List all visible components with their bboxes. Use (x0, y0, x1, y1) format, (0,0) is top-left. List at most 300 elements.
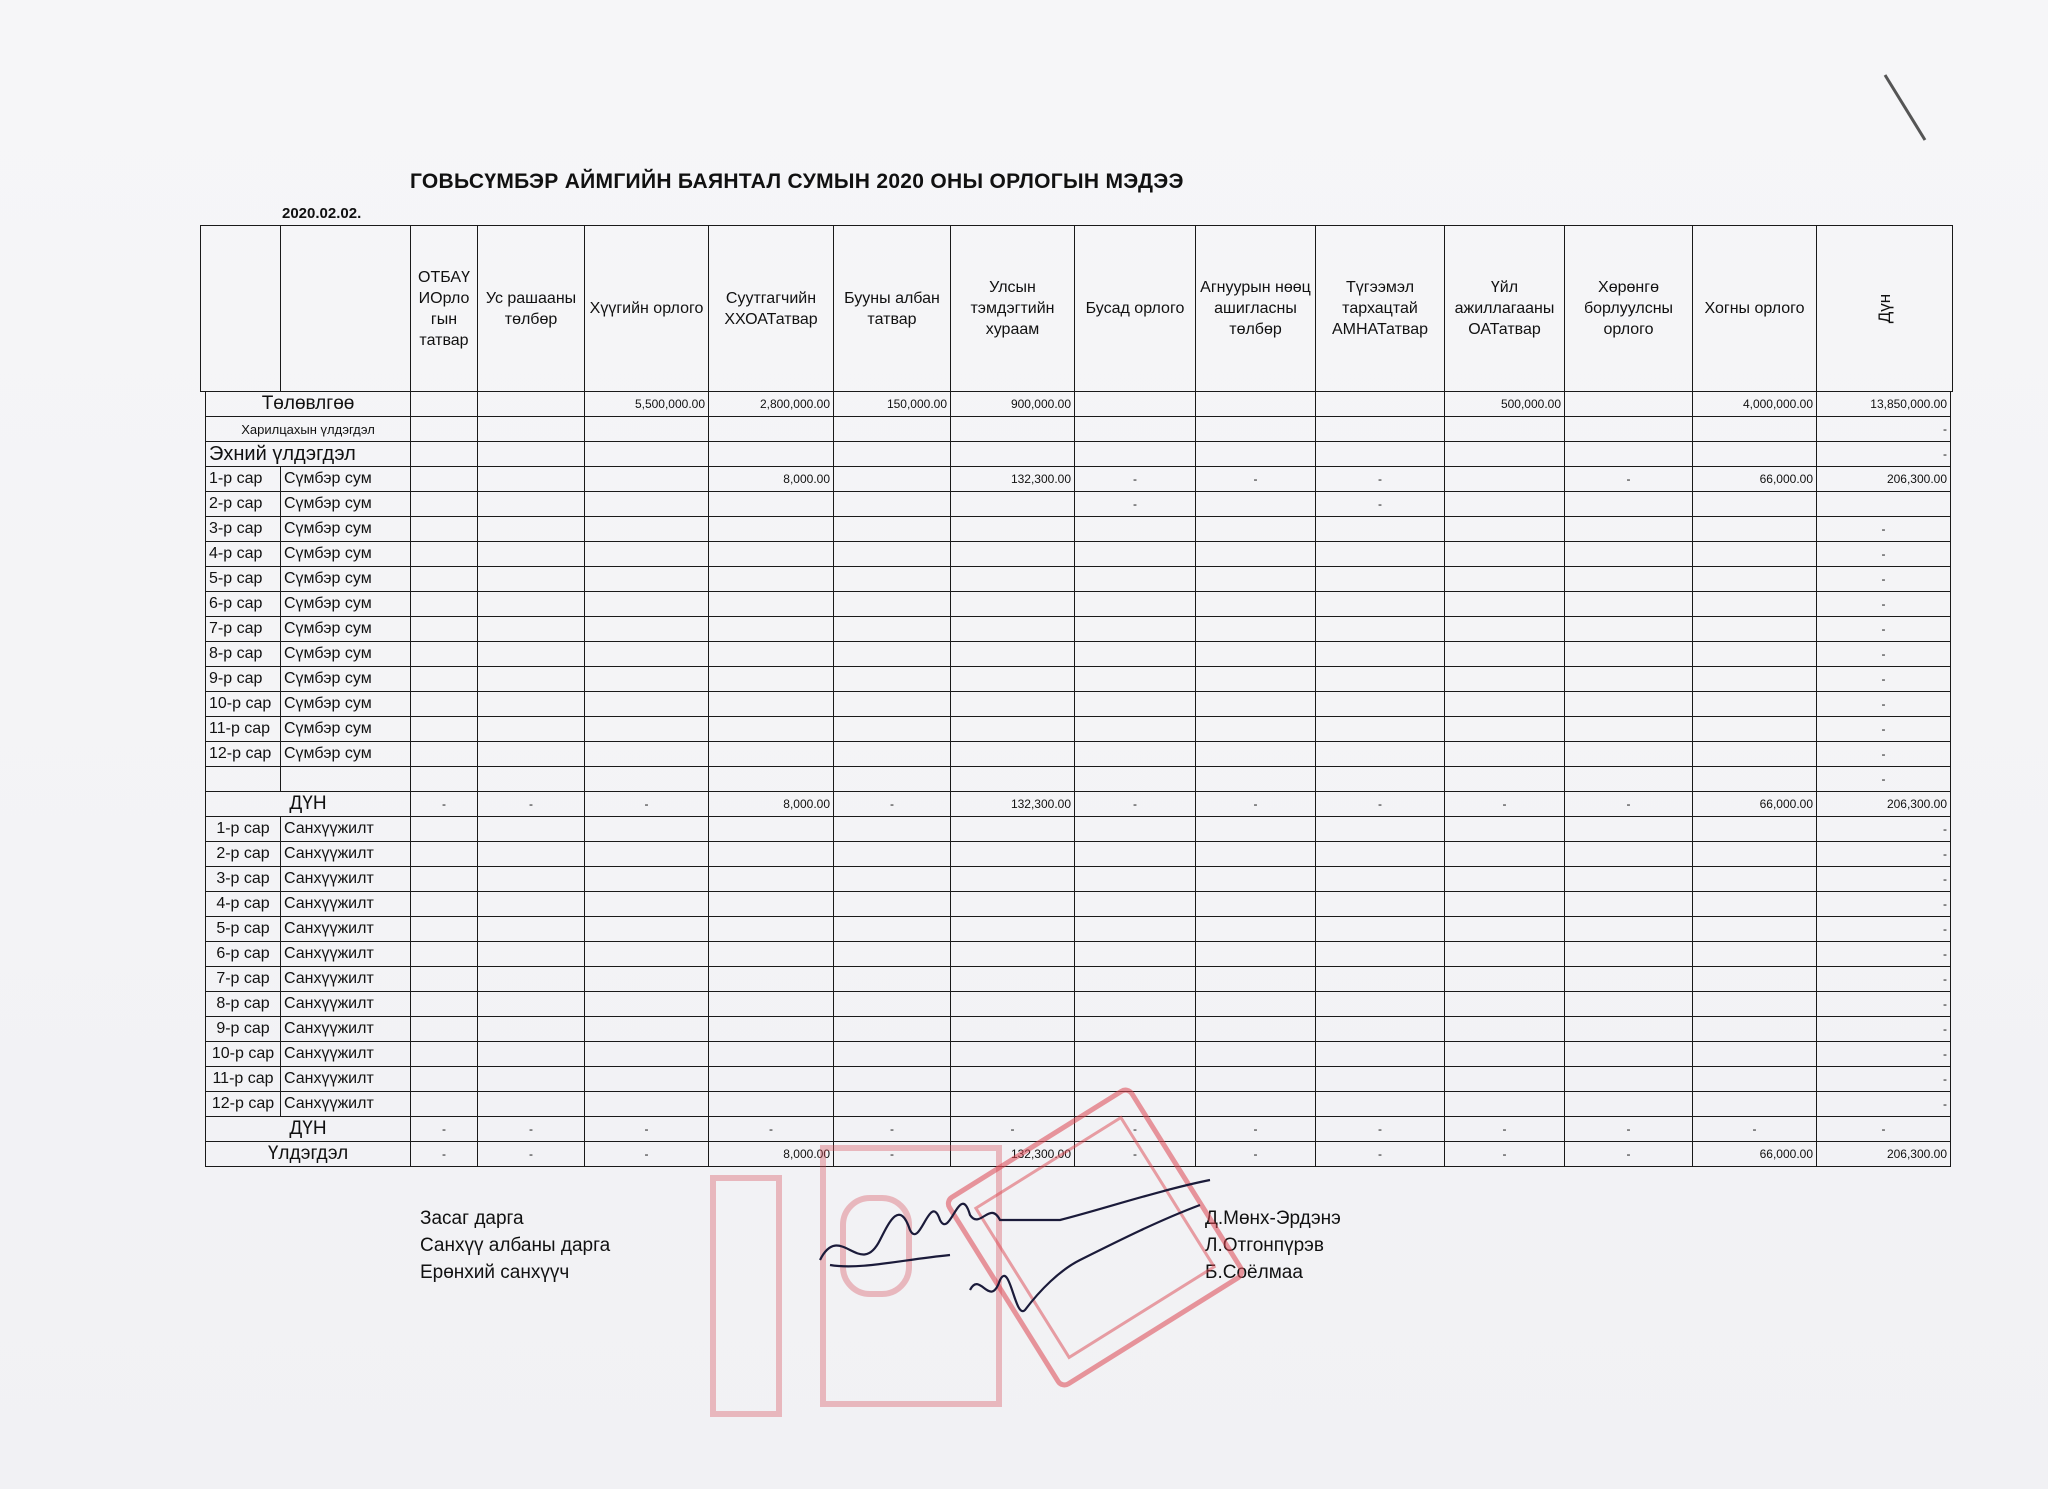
value-cell: - (1817, 767, 1951, 792)
value-cell (1693, 767, 1817, 792)
value-cell (411, 492, 478, 517)
value-cell: - (1817, 867, 1951, 892)
month-cell: 10-р сар (206, 1042, 281, 1067)
value-cell (1445, 742, 1565, 767)
value-cell: - (1817, 417, 1951, 442)
value-cell (478, 717, 585, 742)
value-cell (834, 1017, 951, 1042)
value-cell: - (411, 1142, 478, 1167)
value-cell (411, 967, 478, 992)
value-cell (834, 692, 951, 717)
value-cell (951, 717, 1075, 742)
value-cell: - (1075, 792, 1196, 817)
value-cell: - (1316, 1142, 1445, 1167)
value-cell: - (1075, 1142, 1196, 1167)
value-cell (1316, 1067, 1445, 1092)
value-cell (1196, 967, 1316, 992)
value-cell (478, 1092, 585, 1117)
value-cell (1316, 1017, 1445, 1042)
value-cell (834, 917, 951, 942)
value-cell (1316, 992, 1445, 1017)
table-row (206, 742, 1951, 767)
header-table (200, 225, 1953, 392)
table-row (206, 467, 1951, 492)
value-cell: - (1316, 492, 1445, 517)
value-cell (1693, 667, 1817, 692)
name-cell: Санхүүжилт (281, 1017, 411, 1042)
value-cell (1693, 517, 1817, 542)
value-cell (709, 817, 834, 842)
value-cell: - (1817, 817, 1951, 842)
value-cell (478, 442, 585, 467)
value-cell (834, 467, 951, 492)
value-cell (585, 542, 709, 567)
value-cell: - (585, 1142, 709, 1167)
value-cell: - (1817, 567, 1951, 592)
value-cell (585, 692, 709, 717)
name-cell (281, 767, 411, 792)
value-cell (1196, 442, 1316, 467)
value-cell (478, 692, 585, 717)
report-date: 2020.02.02. (282, 205, 362, 222)
value-cell (1565, 442, 1693, 467)
table-row (206, 1042, 1951, 1067)
month-cell: 6-р сар (206, 942, 281, 967)
value-cell (1445, 492, 1565, 517)
value-cell (1693, 1067, 1817, 1092)
value-cell (709, 542, 834, 567)
value-cell (951, 817, 1075, 842)
value-cell (1565, 1042, 1693, 1067)
col-header: Бууны албан татвар (834, 226, 951, 392)
value-cell (1316, 692, 1445, 717)
value-cell (1445, 542, 1565, 567)
value-cell (411, 1092, 478, 1117)
value-cell (411, 617, 478, 642)
value-cell (1693, 1042, 1817, 1067)
value-cell (1196, 642, 1316, 667)
value-cell (1075, 442, 1196, 467)
value-cell (1693, 967, 1817, 992)
name-cell: Сүмбэр сум (281, 492, 411, 517)
name-cell: Сүмбэр сум (281, 717, 411, 742)
value-cell (1693, 817, 1817, 842)
table-row (206, 1017, 1951, 1042)
value-cell: - (1817, 1092, 1951, 1117)
signature-scribble (800, 1160, 1220, 1340)
name-cell: Сүмбэр сум (281, 692, 411, 717)
value-cell (585, 867, 709, 892)
value-cell (1316, 742, 1445, 767)
table-row (206, 492, 1951, 517)
value-cell (951, 917, 1075, 942)
value-cell (411, 717, 478, 742)
value-cell (585, 817, 709, 842)
col-header: Түгээмэл тархацтай АМНАТатвар (1316, 226, 1445, 392)
value-cell (1565, 742, 1693, 767)
col-header: Агнуурын нөөц ашигласны төлбөр (1196, 226, 1316, 392)
value-cell: - (1817, 442, 1951, 467)
value-cell (709, 867, 834, 892)
value-cell (1196, 742, 1316, 767)
name-cell: Санхүүжилт (281, 892, 411, 917)
value-cell (709, 842, 834, 867)
value-cell (834, 892, 951, 917)
value-cell (411, 442, 478, 467)
signature-title: Ерөнхий санхүүч (420, 1262, 570, 1283)
value-cell: 900,000.00 (951, 392, 1075, 417)
value-cell (709, 1067, 834, 1092)
name-cell: Сүмбэр сум (281, 617, 411, 642)
plan-row (206, 392, 1951, 417)
value-cell (1196, 1017, 1316, 1042)
value-cell (951, 667, 1075, 692)
value-cell (1565, 567, 1693, 592)
value-cell (1693, 842, 1817, 867)
value-cell (1316, 417, 1445, 442)
value-cell (951, 767, 1075, 792)
value-cell (1445, 1017, 1565, 1042)
value-cell (478, 667, 585, 692)
value-cell (478, 567, 585, 592)
value-cell (1196, 617, 1316, 642)
value-cell (1565, 392, 1693, 417)
value-cell (1565, 692, 1693, 717)
value-cell (1445, 517, 1565, 542)
value-cell (1445, 867, 1565, 892)
value-cell (1445, 592, 1565, 617)
value-cell (1565, 767, 1693, 792)
name-cell: Сүмбэр сум (281, 742, 411, 767)
signature-title: Засаг дарга (420, 1208, 524, 1229)
value-cell (585, 517, 709, 542)
table-row (206, 717, 1951, 742)
value-cell (1196, 817, 1316, 842)
name-cell: Санхүүжилт (281, 967, 411, 992)
value-cell (1075, 392, 1196, 417)
table-row (206, 617, 1951, 642)
value-cell (834, 492, 951, 517)
value-cell: - (1565, 1142, 1693, 1167)
month-cell: 1-р сар (206, 467, 281, 492)
value-cell (478, 742, 585, 767)
value-cell (1316, 617, 1445, 642)
value-cell (1196, 1067, 1316, 1092)
value-cell (834, 542, 951, 567)
value-cell: - (1445, 1142, 1565, 1167)
month-cell: 4-р сар (206, 542, 281, 567)
value-cell (1565, 917, 1693, 942)
value-cell (585, 617, 709, 642)
value-cell (1565, 817, 1693, 842)
value-cell (411, 942, 478, 967)
value-cell (1565, 592, 1693, 617)
month-cell: 5-р сар (206, 917, 281, 942)
value-cell (1316, 867, 1445, 892)
col-header: Хөрөнгө борлуулсны орлого (1565, 226, 1693, 392)
value-cell: 132,300.00 (951, 1142, 1075, 1167)
table-row (206, 867, 1951, 892)
value-cell (1445, 417, 1565, 442)
value-cell (1565, 867, 1693, 892)
value-cell (1196, 992, 1316, 1017)
name-cell: Санхүүжилт (281, 917, 411, 942)
value-cell (951, 417, 1075, 442)
value-cell (709, 1092, 834, 1117)
value-cell: 206,300.00 (1817, 1142, 1951, 1167)
row-label: Төлөвлгөө (206, 392, 411, 417)
table-row (206, 642, 1951, 667)
value-cell: - (585, 792, 709, 817)
value-cell (585, 492, 709, 517)
value-cell (1075, 942, 1196, 967)
month-cell: 12-р сар (206, 1092, 281, 1117)
value-cell (951, 592, 1075, 617)
col-header: Хогны орлого (1693, 226, 1817, 392)
value-cell (585, 767, 709, 792)
value-cell (1316, 542, 1445, 567)
value-cell (478, 842, 585, 867)
value-cell (834, 667, 951, 692)
value-cell (951, 992, 1075, 1017)
header-empty-1 (201, 226, 281, 392)
value-cell (478, 1042, 585, 1067)
value-cell: 8,000.00 (709, 792, 834, 817)
value-cell (1196, 592, 1316, 617)
value-cell (1075, 842, 1196, 867)
value-cell: - (1316, 792, 1445, 817)
value-cell: - (411, 1117, 478, 1142)
col-header: Хүүгийн орлого (585, 226, 709, 392)
value-cell: - (1565, 467, 1693, 492)
value-cell (585, 742, 709, 767)
value-cell (1565, 1017, 1693, 1042)
month-cell: 8-р сар (206, 642, 281, 667)
value-cell: - (1196, 467, 1316, 492)
value-cell: - (1817, 942, 1951, 967)
value-cell: - (1817, 1067, 1951, 1092)
value-cell: - (1817, 617, 1951, 642)
table-row (206, 967, 1951, 992)
value-cell (585, 417, 709, 442)
value-cell: 66,000.00 (1693, 1142, 1817, 1167)
value-cell (1693, 642, 1817, 667)
value-cell (478, 642, 585, 667)
value-cell (478, 867, 585, 892)
value-cell: 4,000,000.00 (1693, 392, 1817, 417)
value-cell (1196, 492, 1316, 517)
value-cell: - (1075, 467, 1196, 492)
value-cell (1445, 567, 1565, 592)
table-row (206, 567, 1951, 592)
value-cell: 500,000.00 (1445, 392, 1565, 417)
value-cell (834, 517, 951, 542)
value-cell (411, 1017, 478, 1042)
value-cell (1075, 692, 1196, 717)
value-cell (1075, 817, 1196, 842)
value-cell (709, 917, 834, 942)
value-cell (478, 517, 585, 542)
value-cell: - (709, 1117, 834, 1142)
col-header: ОТБАҮ ИОрло гын татвар (411, 226, 478, 392)
value-cell (1693, 492, 1817, 517)
value-cell (951, 942, 1075, 967)
value-cell (834, 867, 951, 892)
value-cell (709, 742, 834, 767)
value-cell (1693, 717, 1817, 742)
value-cell: - (1817, 592, 1951, 617)
value-cell (1075, 592, 1196, 617)
value-cell (1445, 1042, 1565, 1067)
row-label: ДҮН (206, 792, 411, 817)
value-cell (478, 817, 585, 842)
value-cell (1075, 1042, 1196, 1067)
table-row (206, 992, 1951, 1017)
value-cell (1316, 567, 1445, 592)
value-cell (834, 1042, 951, 1067)
table-row (206, 667, 1951, 692)
value-cell (1565, 717, 1693, 742)
value-cell (411, 867, 478, 892)
value-cell (709, 1017, 834, 1042)
value-cell (1565, 417, 1693, 442)
month-cell: 1-р сар (206, 817, 281, 842)
table-row (206, 592, 1951, 617)
row-label: Үлдэгдэл (206, 1142, 411, 1167)
value-cell (585, 442, 709, 467)
value-cell (951, 742, 1075, 767)
value-cell (709, 967, 834, 992)
table-row (206, 1092, 1951, 1117)
value-cell (709, 642, 834, 667)
value-cell (709, 692, 834, 717)
value-cell (1316, 1042, 1445, 1067)
value-cell (1693, 692, 1817, 717)
value-cell (709, 667, 834, 692)
value-cell (585, 642, 709, 667)
table-row (206, 542, 1951, 567)
value-cell (834, 642, 951, 667)
value-cell (585, 892, 709, 917)
value-cell: - (478, 1117, 585, 1142)
value-cell: - (1316, 1117, 1445, 1142)
month-cell: 5-р сар (206, 567, 281, 592)
value-cell (411, 1042, 478, 1067)
income-table (205, 391, 1951, 1167)
row-label: Харилцахын үлдэгдэл (206, 417, 411, 442)
value-cell (834, 992, 951, 1017)
value-cell (1445, 1092, 1565, 1117)
value-cell (1565, 967, 1693, 992)
value-cell: - (1196, 792, 1316, 817)
value-cell: - (1817, 842, 1951, 867)
value-cell (1316, 717, 1445, 742)
name-cell: Сүмбэр сум (281, 567, 411, 592)
month-cell: 2-р сар (206, 492, 281, 517)
signature-name: Б.Соёлмаа (1205, 1262, 1303, 1283)
value-cell: - (1817, 692, 1951, 717)
value-cell (1565, 892, 1693, 917)
value-cell (1075, 867, 1196, 892)
value-cell: - (478, 1142, 585, 1167)
value-cell (951, 542, 1075, 567)
value-cell (411, 567, 478, 592)
value-cell (1445, 967, 1565, 992)
value-cell (951, 1042, 1075, 1067)
value-cell (1445, 1067, 1565, 1092)
value-cell (1196, 717, 1316, 742)
table-row (206, 1067, 1951, 1092)
value-cell: - (834, 792, 951, 817)
value-cell (585, 567, 709, 592)
value-cell (951, 517, 1075, 542)
name-cell: Сүмбэр сум (281, 592, 411, 617)
value-cell (411, 642, 478, 667)
month-cell: 6-р сар (206, 592, 281, 617)
value-cell (478, 467, 585, 492)
value-cell: - (1817, 717, 1951, 742)
value-cell (411, 742, 478, 767)
value-cell: 66,000.00 (1693, 792, 1817, 817)
table-row (206, 692, 1951, 717)
value-cell: 8,000.00 (709, 1142, 834, 1167)
value-cell: 2,800,000.00 (709, 392, 834, 417)
value-cell (1445, 667, 1565, 692)
value-cell (951, 842, 1075, 867)
table-row (206, 842, 1951, 867)
value-cell (1075, 617, 1196, 642)
row-label: ДҮН (206, 1117, 411, 1142)
value-cell (1196, 667, 1316, 692)
value-cell (1445, 767, 1565, 792)
name-cell: Сүмбэр сум (281, 542, 411, 567)
value-cell: - (1445, 1117, 1565, 1142)
value-cell (951, 642, 1075, 667)
balance-info-row (206, 442, 1951, 467)
value-cell (709, 517, 834, 542)
value-cell (709, 892, 834, 917)
value-cell (478, 617, 585, 642)
value-cell (1075, 642, 1196, 667)
value-cell (1693, 592, 1817, 617)
staple-mark (1880, 70, 1940, 150)
value-cell (585, 992, 709, 1017)
month-cell: 11-р сар (206, 717, 281, 742)
value-cell (1693, 892, 1817, 917)
value-cell (1075, 967, 1196, 992)
signature-name: Д.Мөнх-Эрдэнэ (1205, 1208, 1341, 1229)
name-cell: Сүмбэр сум (281, 517, 411, 542)
name-cell: Санхүүжилт (281, 942, 411, 967)
value-cell (585, 467, 709, 492)
value-cell (951, 867, 1075, 892)
value-cell (1316, 517, 1445, 542)
value-cell (834, 1067, 951, 1092)
value-cell (709, 492, 834, 517)
value-cell (585, 842, 709, 867)
value-cell (1445, 917, 1565, 942)
value-cell: - (1075, 492, 1196, 517)
value-cell (478, 592, 585, 617)
table-row (206, 767, 1951, 792)
signature-titles (420, 1205, 610, 1286)
value-cell (951, 967, 1075, 992)
value-cell (951, 442, 1075, 467)
value-cell (1196, 692, 1316, 717)
signature-name: Л.Отгонпүрэв (1205, 1235, 1324, 1256)
value-cell (1565, 642, 1693, 667)
value-cell (411, 467, 478, 492)
